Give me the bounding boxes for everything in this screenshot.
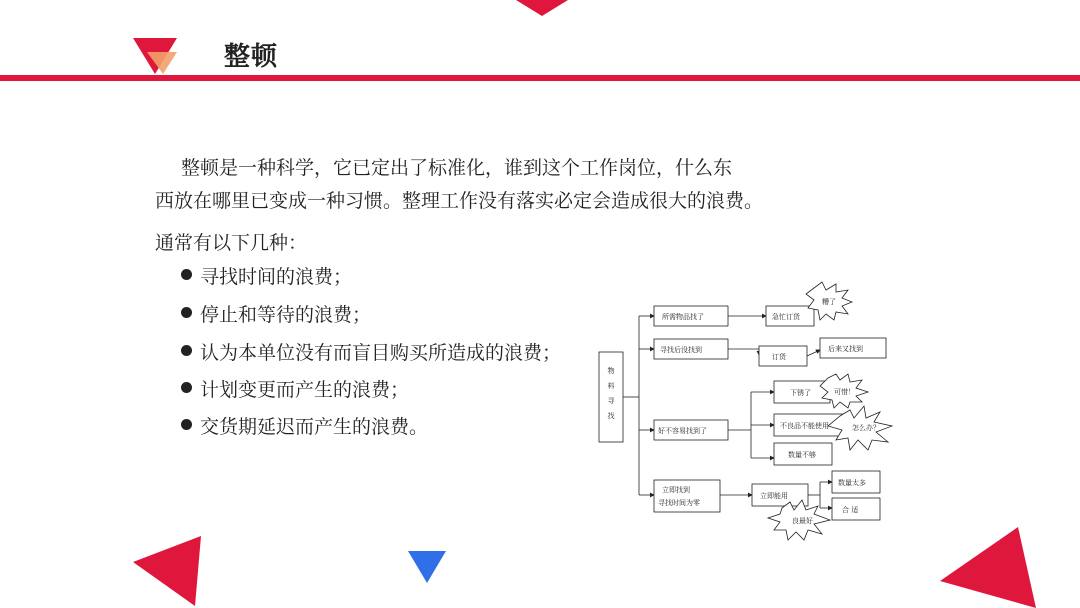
diagram-label-b1: 所需物品找了 [662,313,704,321]
bullet-dot-icon [181,382,192,393]
decorative-red-triangle-right [940,523,1080,608]
diagram-label-b4-a: 数量太多 [838,479,866,487]
decorative-blue-triangle [408,551,448,585]
diagram-label-b4-burst: 良最好 [792,517,813,525]
list-item-text: 交货期延迟而产生的浪费。 [200,416,429,438]
diagram-root-char: 物 [607,367,615,375]
diagram-label-b1-burst: 糟了 [822,298,836,306]
diagram-label-b2: 寻找后没找到 [660,346,702,354]
diagram-box-b4 [654,480,720,512]
paragraph-line-1: 整顿是一种科学，它已定出了标准化，谁到这个工作岗位，什么东 [181,157,733,179]
diagram-label-b2-next: 订货 [772,353,786,361]
diagram-label-b4-next: 立即能用 [760,492,788,500]
list-item-text: 认为本单位没有而盲目购买所造成的浪费； [200,342,562,364]
top-accent-triangle [516,0,568,16]
slide-logo-icon [133,38,183,78]
diagram-label-b4-line2: 寻找时间为零 [658,499,700,507]
list-item [181,262,352,289]
header-divider [0,75,1080,81]
list-item-text: 停止和等待的浪费； [200,304,372,326]
diagram-root-char: 找 [607,412,615,420]
bullet-dot-icon [181,345,192,356]
list-item [181,338,561,365]
diagram-label-b2-next2: 后来又找到 [828,345,863,353]
diagram-label-b4-line1: 立即找到 [662,486,690,494]
slide-title: 整顿 [224,42,279,72]
material-search-flow-diagram [596,280,916,542]
list-item [181,300,371,327]
bullet-dot-icon [181,269,192,280]
list-intro: 通常有以下几种： [155,232,308,254]
paragraph-line-2: 西放在哪里已变成一种习惯。整理工作没有落实必定会造成很大的浪费。 [155,190,764,212]
diagram-label-b4-b: 合 适 [842,506,859,514]
bullet-dot-icon [181,419,192,430]
list-item [181,412,428,439]
diagram-label-b3: 好不容易找到了 [658,427,707,435]
list-item [181,375,409,402]
list-item-text: 计划变更而产生的浪费； [200,379,410,401]
diagram-root-char: 寻 [607,397,615,405]
diagram-label-b1-next: 急忙订货 [772,313,800,321]
diagram-label-b3-b-burst: 怎么办？ [852,424,880,432]
diagram-label-b3-b: 不良品不能使用 [780,422,829,430]
diagram-label-b3-c: 数量不够 [788,451,816,459]
diagram-label-b3-a: 下锈了 [790,389,811,397]
decorative-red-triangle-left [133,536,203,608]
diagram-root-char: 料 [607,382,615,390]
diagram-label-b3-a-burst: 可惜！ [834,388,855,396]
list-item-text: 寻找时间的浪费； [200,266,353,288]
bullet-dot-icon [181,307,192,318]
